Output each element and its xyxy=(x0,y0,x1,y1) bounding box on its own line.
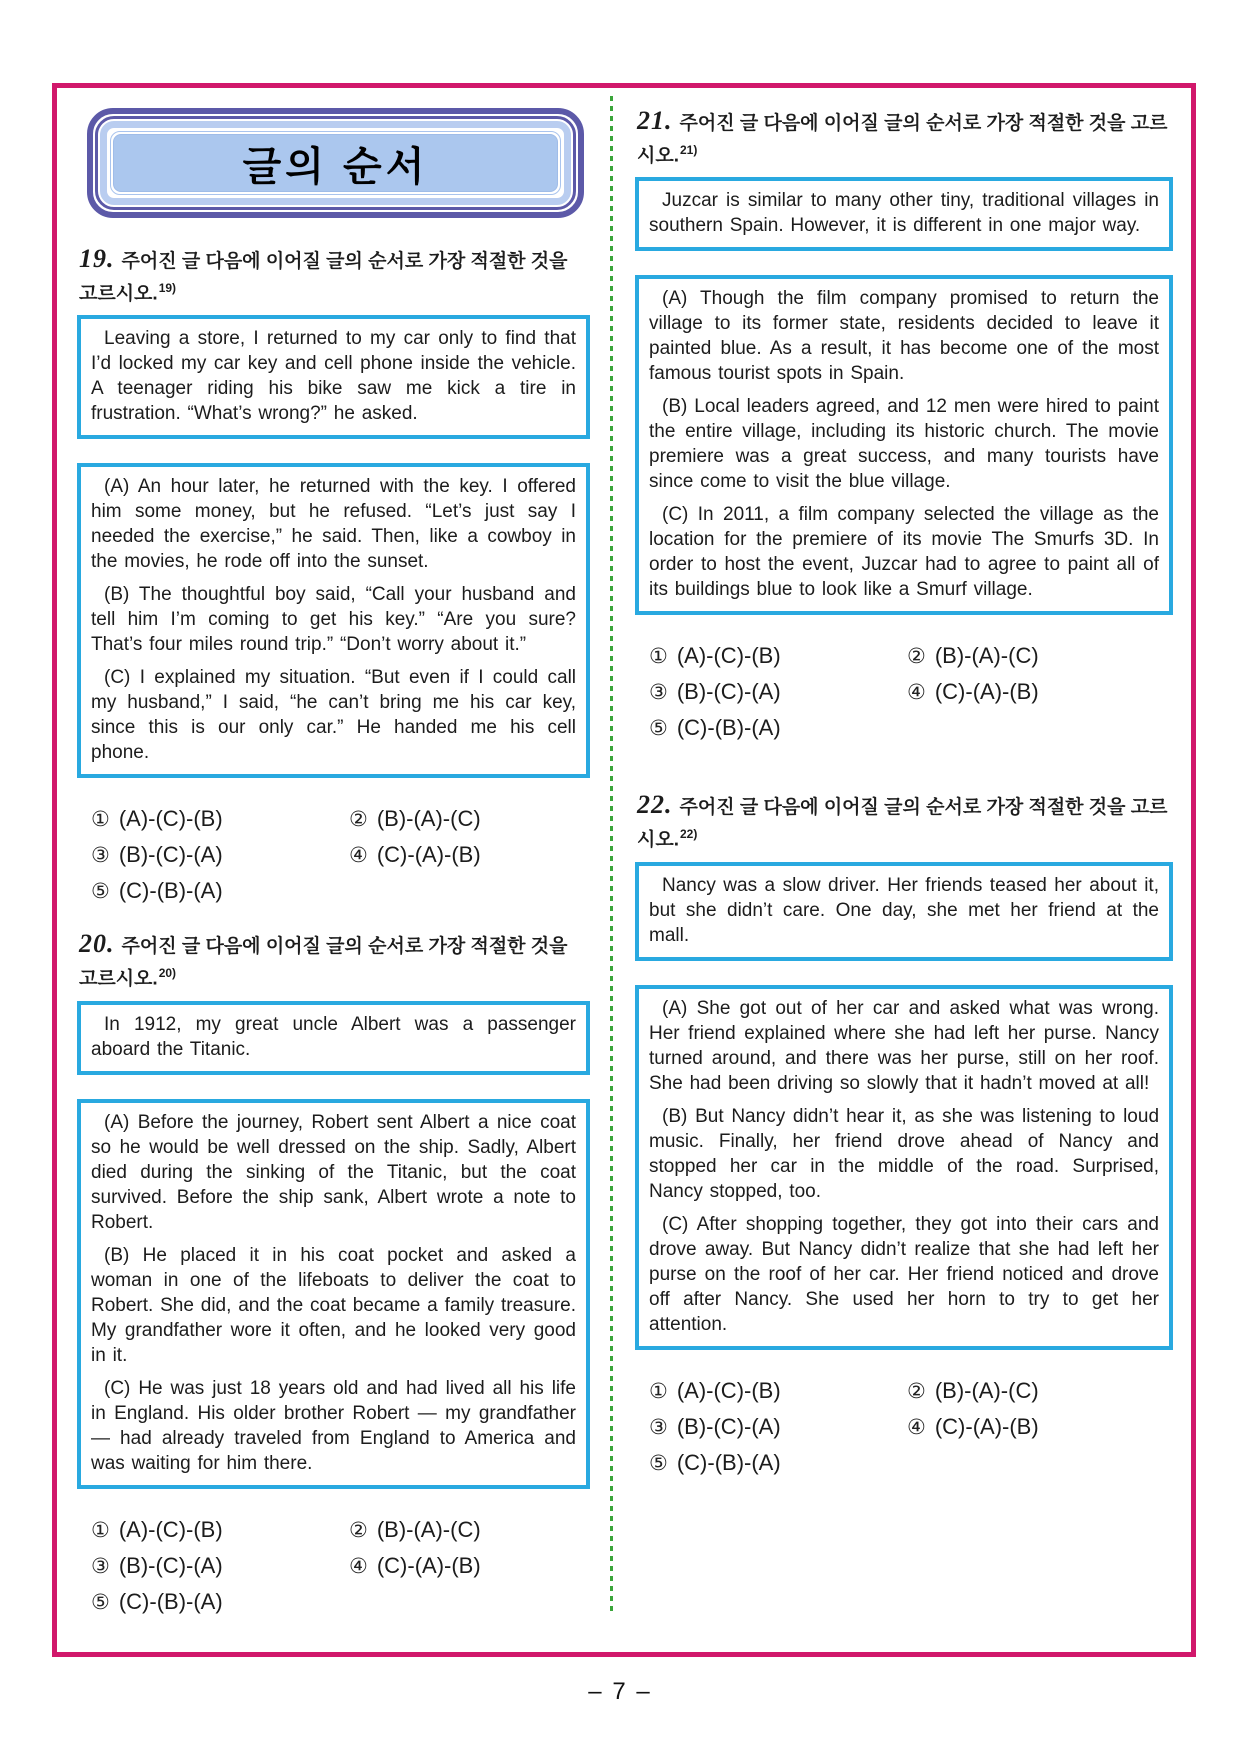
paragraph-text: After shopping together, they got into their cars and drove away. But Nancy didn’t realize that she had left her purse on the roof of her car. Her friend noticed and drove off after Nancy. She used her horn to try to get her attention. xyxy=(649,1213,1159,1335)
answer-choice-5 xyxy=(649,713,907,744)
left-column xyxy=(77,88,590,1618)
given-passage: Nancy was a slow driver. Her friends teased her about it, but she didn’t care. One day, she met her friend at the mall. xyxy=(649,874,1159,946)
choice-text: (A)-(C)-(B) xyxy=(676,1377,781,1403)
answer-choices xyxy=(649,641,1173,744)
footnote-ref: 19) xyxy=(158,281,177,295)
answer-choices xyxy=(91,804,590,907)
choice-marker: ② xyxy=(907,1379,926,1403)
choice-marker: ③ xyxy=(649,1415,668,1439)
question-prompt: 주어진 글 다음에 이어질 글의 순서로 가장 적절한 것을 고르시오. xyxy=(79,936,568,990)
ordering-paragraph xyxy=(649,996,1159,1096)
ordering-paragraph xyxy=(649,1104,1159,1204)
ordering-paragraph xyxy=(91,665,576,765)
ordering-paragraphs-box xyxy=(77,463,590,778)
question-19 xyxy=(77,246,590,907)
choice-text: (B)-(A)-(C) xyxy=(376,806,481,832)
question-number: 20. xyxy=(79,929,115,959)
paragraph-text: I explained my situation. “But even if I could call my husband,” I said, “he can’t bring me his car key, since this is our only car.” He handed me his cell phone. xyxy=(91,667,577,764)
given-passage: Juzcar is similar to many other tiny, traditional villages in southern Spain. However, it is different in one major way. xyxy=(649,190,1159,237)
answer-choice-5 xyxy=(91,1587,349,1618)
answer-choice-2 xyxy=(349,1515,590,1546)
paragraph-label: (C) xyxy=(662,1213,689,1235)
ordering-paragraph xyxy=(91,582,576,657)
choice-text: (B)-(A)-(C) xyxy=(376,1516,481,1542)
choice-text: (C)-(A)-(B) xyxy=(376,842,481,868)
paragraph-label: (C) xyxy=(104,667,131,689)
question-22 xyxy=(635,792,1173,1478)
answer-choice-2 xyxy=(907,641,1173,672)
section-title: 글의 순서 xyxy=(113,134,558,192)
paragraph-text: Before the journey, Robert sent Albert a nice coat so he would be well dressed on the ship. Sadly, Albert died during the sinking of the Titanic, but the coat survived. Before the ship sank, Albert wrote a note to Robert. xyxy=(91,1111,576,1233)
question-prompt: 주어진 글 다음에 이어질 글의 순서로 가장 적절한 것을 고르시오. xyxy=(637,797,1168,851)
choice-text: (B)-(A)-(C) xyxy=(934,1377,1039,1403)
answer-choice-3 xyxy=(91,840,349,871)
choice-marker: ① xyxy=(91,1518,110,1542)
ordering-paragraph xyxy=(91,1110,576,1235)
ordering-paragraph xyxy=(91,474,576,574)
paragraph-text: He placed it in his coat pocket and asked a woman in one of the lifeboats to deliver the coat to Robert. She did, and the coat became a family treasure. My grandfather wore it often, and he looked very good in it. xyxy=(91,1244,576,1366)
answer-choice-1 xyxy=(649,1376,907,1407)
choice-text: (C)-(B)-(A) xyxy=(676,715,781,741)
paragraph-label: (B) xyxy=(662,396,688,418)
question-prompt: 주어진 글 다음에 이어질 글의 순서로 가장 적절한 것을 고르시오. xyxy=(79,251,568,305)
ordering-paragraph xyxy=(649,502,1159,602)
choice-marker: ③ xyxy=(91,844,110,868)
question-prompt: 주어진 글 다음에 이어질 글의 순서로 가장 적절한 것을 고르시오. xyxy=(637,113,1168,167)
answer-choice-4 xyxy=(907,1412,1173,1443)
section-title-banner xyxy=(87,108,584,218)
choice-marker: ④ xyxy=(907,681,926,705)
answer-choice-2 xyxy=(349,804,590,835)
choice-text: (C)-(A)-(B) xyxy=(934,1413,1039,1439)
paragraph-label: (C) xyxy=(662,504,689,526)
paragraph-label: (A) xyxy=(662,997,688,1019)
column-divider xyxy=(610,96,613,1614)
choice-marker: ③ xyxy=(91,1554,110,1578)
paragraph-text: Though the film company promised to return the village to its former state, residents decided to leave it painted blue. As a result, it has become one of the most famous tourist spots in Spain. xyxy=(649,288,1159,385)
question-number: 22. xyxy=(637,790,673,820)
ordering-paragraph xyxy=(91,1376,576,1476)
question-number: 19. xyxy=(79,244,115,273)
paragraph-text: In 2011, a film company selected the village as the location for the premiere of its movie The Smurfs 3D. In order to host the event, Juzcar had to agree to paint all of its buildings blue to look like a Smurf village. xyxy=(649,504,1159,601)
question-header xyxy=(637,108,1173,169)
question-number: 21. xyxy=(637,106,673,135)
paragraph-label: (A) xyxy=(104,1111,130,1133)
given-passage: Leaving a store, I returned to my car only to find that I’d locked my car key and cell phone inside the vehicle. A teenager riding his bike saw me kick a tire in frustration. “What’s wrong?” he asked. xyxy=(91,328,576,425)
question-21 xyxy=(635,108,1173,744)
footnote-ref: 20) xyxy=(158,966,177,981)
right-column xyxy=(635,88,1173,1479)
ordering-paragraphs-box xyxy=(635,275,1173,615)
choice-text: (B)-(C)-(A) xyxy=(676,1413,781,1439)
choice-marker: ① xyxy=(649,1379,668,1403)
answer-choices xyxy=(91,1515,590,1618)
choice-marker: ⑤ xyxy=(649,717,668,741)
choice-marker: ⑤ xyxy=(649,1451,668,1475)
choice-marker: ④ xyxy=(907,1415,926,1439)
paragraph-label: (B) xyxy=(662,1105,688,1127)
choice-text: (B)-(C)-(A) xyxy=(118,842,223,868)
answer-choice-4 xyxy=(349,1551,590,1582)
paragraph-label: (A) xyxy=(662,288,688,310)
answer-choice-3 xyxy=(649,677,907,708)
choice-marker: ⑤ xyxy=(91,880,110,904)
ordering-paragraph xyxy=(91,1243,576,1368)
answer-choice-2 xyxy=(907,1376,1173,1407)
choice-text: (C)-(B)-(A) xyxy=(118,878,223,904)
paragraph-label: (B) xyxy=(104,1244,130,1266)
choice-text: (B)-(C)-(A) xyxy=(676,679,781,705)
choice-text: (C)-(A)-(B) xyxy=(376,1552,481,1578)
paragraph-text: An hour later, he returned with the key. I offered him some money, but he refused. “Let’s just say I needed the exercise,” he said. Then, like a cowboy in the movies, he rode off into the sunset. xyxy=(91,476,576,573)
answer-choice-3 xyxy=(91,1551,349,1582)
page-border-frame xyxy=(52,83,1196,1657)
choice-marker: ① xyxy=(91,808,110,832)
choice-text: (B)-(A)-(C) xyxy=(934,643,1039,669)
choice-marker: ② xyxy=(907,645,926,669)
choice-text: (C)-(A)-(B) xyxy=(934,679,1039,705)
choice-text: (A)-(C)-(B) xyxy=(118,806,223,832)
banner-ring-3 xyxy=(110,131,561,195)
choice-marker: ④ xyxy=(349,844,368,868)
paragraph-label: (C) xyxy=(104,1377,131,1399)
answer-choice-1 xyxy=(91,1515,349,1546)
choice-text: (C)-(B)-(A) xyxy=(676,1449,781,1475)
choice-marker: ④ xyxy=(349,1554,368,1578)
choice-text: (C)-(B)-(A) xyxy=(118,1588,223,1614)
choice-text: (A)-(C)-(B) xyxy=(676,643,781,669)
banner-ring-2 xyxy=(100,121,571,205)
answer-choices xyxy=(649,1376,1173,1479)
paragraph-label: (A) xyxy=(104,476,130,498)
ordering-paragraph xyxy=(649,286,1159,386)
ordering-paragraphs-box xyxy=(635,985,1173,1350)
choice-marker: ⑤ xyxy=(91,1590,110,1614)
question-20 xyxy=(77,931,590,1617)
choice-marker: ② xyxy=(349,1518,368,1542)
given-passage-box xyxy=(77,315,590,439)
question-header xyxy=(79,931,590,992)
given-passage-box xyxy=(635,177,1173,251)
banner-ring-1 xyxy=(95,116,576,210)
answer-choice-3 xyxy=(649,1412,907,1443)
choice-marker: ① xyxy=(649,645,668,669)
given-passage-box xyxy=(635,862,1173,961)
answer-choice-1 xyxy=(649,641,907,672)
choice-marker: ② xyxy=(349,808,368,832)
answer-choice-4 xyxy=(907,677,1173,708)
paragraph-label: (B) xyxy=(104,584,130,606)
paragraph-text: She got out of her car and asked what was wrong. Her friend explained where she had left her purse. Nancy turned around, and there was her purse, still on her roof. She had been driving so slowly that it hadn’t moved at all! xyxy=(649,997,1159,1094)
paragraph-text: The thoughtful boy said, “Call your husband and tell him I’m coming to get his key.” “Are you sure? That’s four miles round trip.” “Don’t worry about it.” xyxy=(91,584,576,656)
paragraph-text: But Nancy didn’t hear it, as she was listening to loud music. Finally, her friend drove ahead of Nancy and stopped her car in the middle of the road. Surprised, Nancy stopped, too. xyxy=(649,1105,1160,1202)
question-header xyxy=(79,246,590,307)
given-passage-box xyxy=(77,1001,590,1075)
choice-text: (B)-(C)-(A) xyxy=(118,1552,223,1578)
ordering-paragraphs-box xyxy=(77,1099,590,1489)
page-number: – 7 – xyxy=(588,1678,652,1705)
ordering-paragraph xyxy=(649,394,1159,494)
choice-marker: ③ xyxy=(649,681,668,705)
question-header xyxy=(637,792,1173,853)
given-passage: In 1912, my great uncle Albert was a passenger aboard the Titanic. xyxy=(91,1013,576,1060)
answer-choice-5 xyxy=(649,1448,907,1479)
choice-text: (A)-(C)-(B) xyxy=(118,1516,223,1542)
paragraph-text: He was just 18 years old and had lived all his life in England. His older brother Robert — my grandfather — had already traveled from England to America and was waiting for him there. xyxy=(91,1377,576,1474)
ordering-paragraph xyxy=(649,1212,1159,1337)
answer-choice-4 xyxy=(349,840,590,871)
answer-choice-5 xyxy=(91,876,349,907)
footnote-ref: 21) xyxy=(680,143,698,157)
footnote-ref: 22) xyxy=(680,827,698,842)
paragraph-text: Local leaders agreed, and 12 men were hired to paint the entire village, including its historic church. The movie premiere was a great success, and many tourists have since come to visit the blue village. xyxy=(649,396,1159,493)
answer-choice-1 xyxy=(91,804,349,835)
